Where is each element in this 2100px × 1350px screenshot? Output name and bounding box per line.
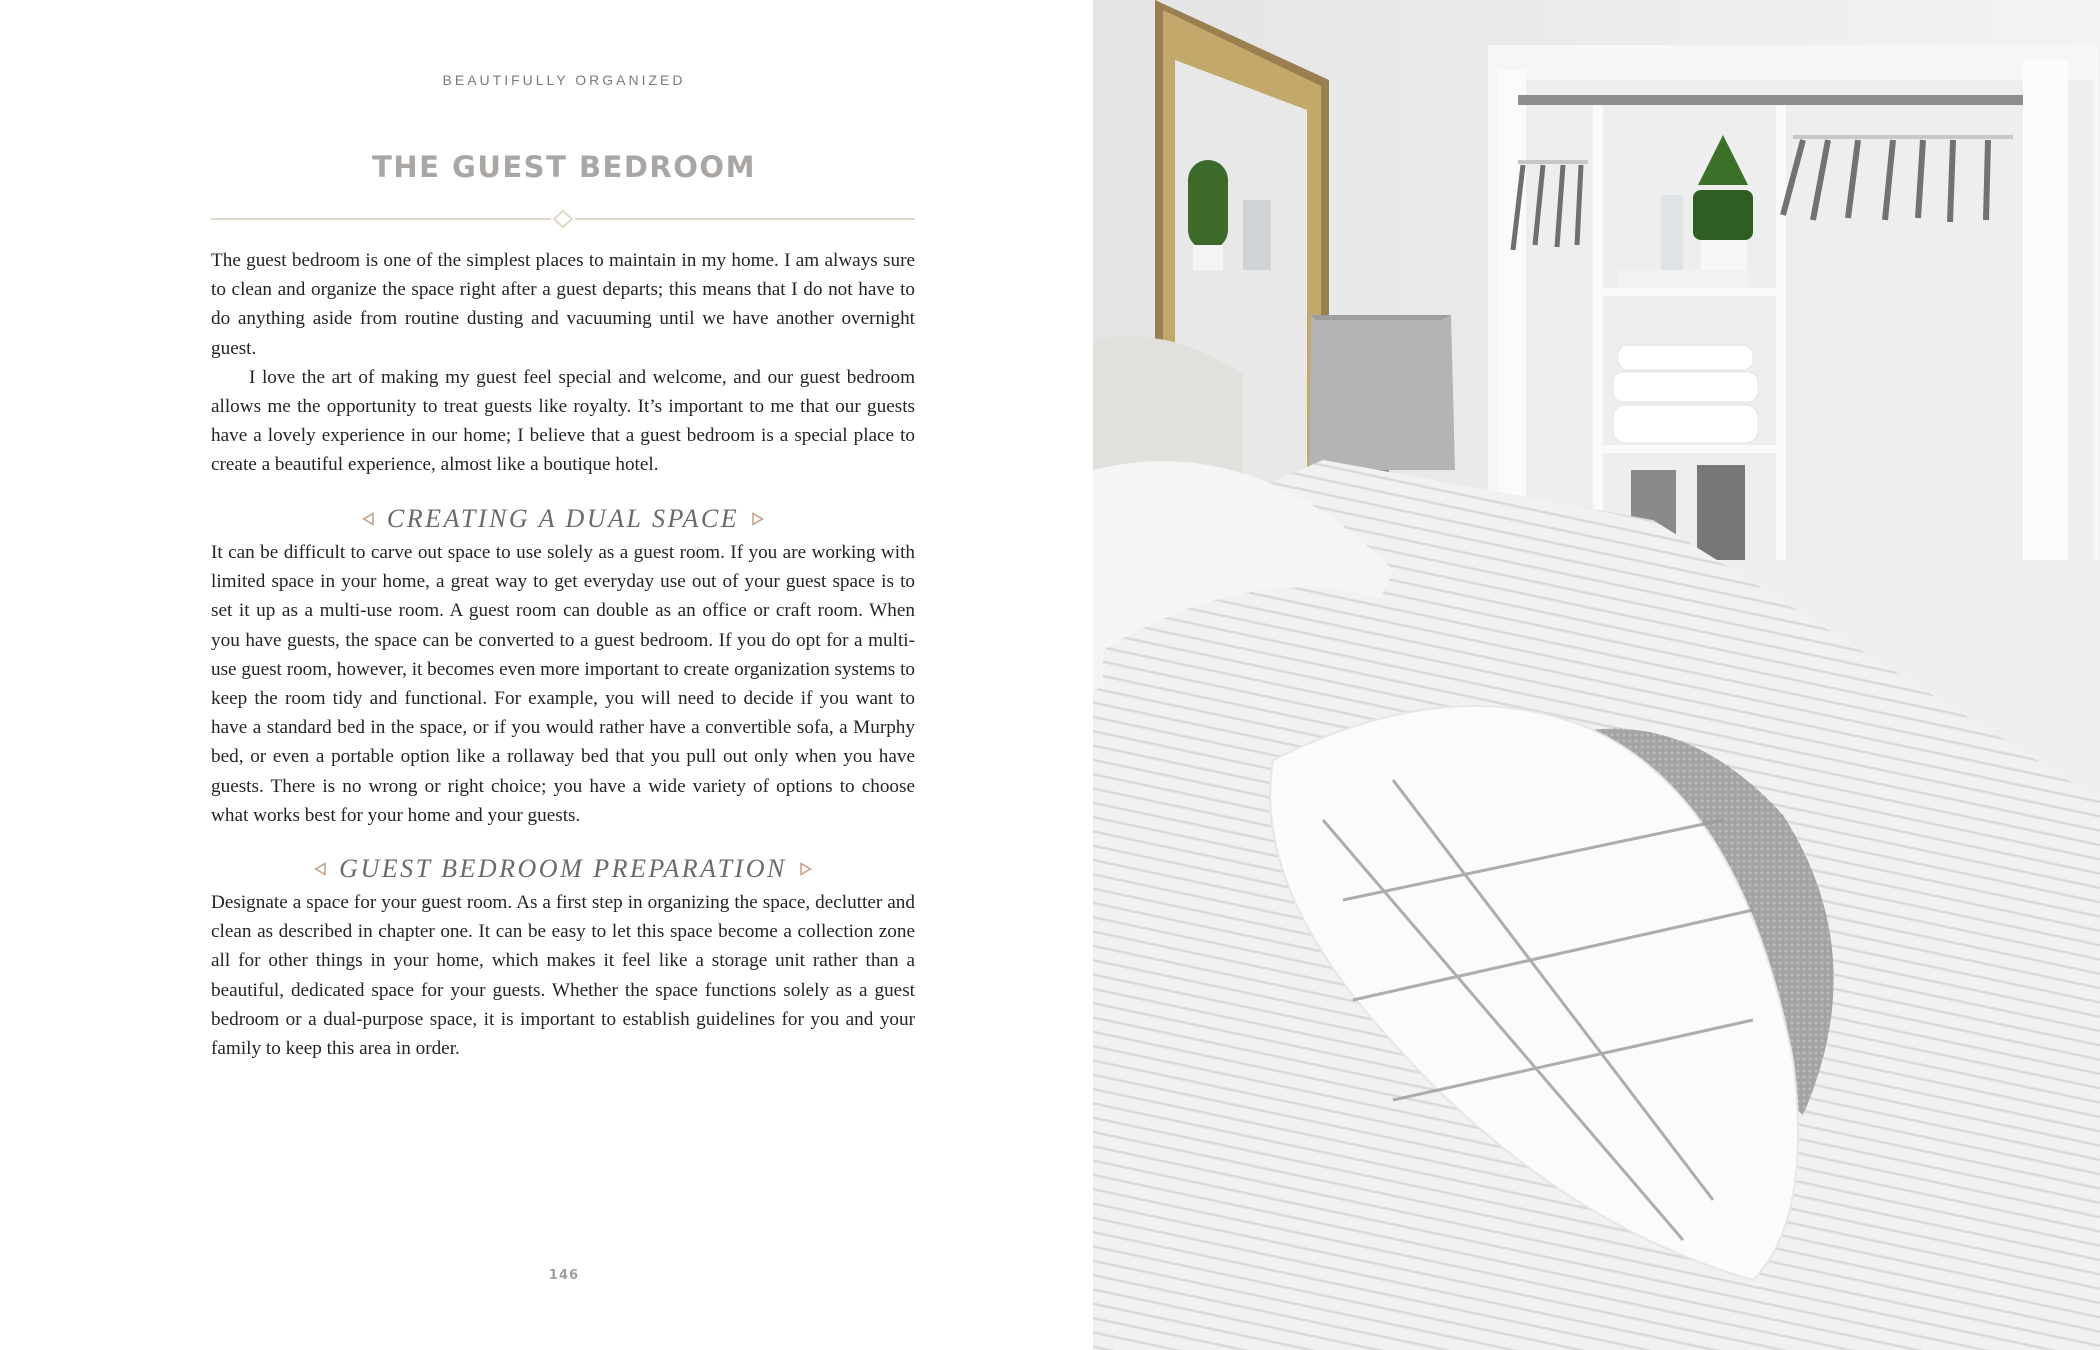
diamond-ornament-icon [554, 211, 572, 227]
page-number: 146 [548, 1268, 580, 1283]
chapter-title: THE GUEST BEDROOM [372, 150, 756, 184]
intro-paragraph-2: I love the art of making my guest feel special and welcome, and our guest bedroom allows me the opportunity to treat guests like royalty. It’s important to me that our guests have a lovely experience in our home; I believe that a guest bedroom is a special place to create a beautiful experience, almost like a boutique hotel. [211, 366, 915, 476]
section-heading-preparation [211, 854, 915, 884]
title-divider [211, 210, 915, 230]
section-body-dual-space [211, 538, 915, 830]
section-heading-dual-space-text: CREATING A DUAL SPACE [386, 504, 740, 533]
intro-paragraph-1: The guest bedroom is one of the simplest places to maintain in my home. I am always sure to clean and organize the space right after a guest departs; this means that I do not have to do anything aside from routine dusting and vacuuming until we have another overnight guest. [211, 250, 915, 359]
section-body-dual-space-paragraph: It can be difficult to carve out space to use solely as a guest room. If you are working with limited space in your home, a great way to get everyday use out of your guest space is to set it up as a multi-use room. A guest room can double as an office or craft room. When you have guests, the space can be converted to a guest bedroom. If you do opt for a multi-use guest room, however, it becomes even more important to create organization systems to keep the room tidy and functional. For example, you will need to decide if you want to have a standard bed in the space, or if you would rather have a convertible sofa, a Murphy bed, or even a portable option like a rollaway bed that you pull out only when you have guests. There is no wrong or right choice; you have a wide variety of options to choose what works best for your home and your guests. [211, 542, 915, 826]
section-body-preparation-paragraph: Designate a space for your guest room. As a first step in organizing the space, declutter and clean as described in chapter one. It can be easy to let this space become a collection zone all for other things in your home, which makes it feel like a storage unit rather than a beautiful, dedicated space for your guests. Whether the space functions solely as a guest bedroom or a dual-purpose space, it is important to establish guidelines for you and your family to keep this area in order. [211, 892, 915, 1060]
right-triangle-ornament-icon [799, 862, 812, 876]
section-heading-dual-space [211, 504, 915, 534]
section-heading-preparation-text: GUEST BEDROOM PREPARATION [339, 854, 787, 883]
section-body-preparation [211, 888, 915, 1063]
intro-text [211, 246, 915, 480]
right-triangle-ornament-icon [751, 512, 764, 526]
left-triangle-ornament-icon [362, 512, 375, 526]
left-triangle-ornament-icon [314, 862, 327, 876]
guest-bedroom-photo [1093, 0, 2100, 1350]
running-head: BEAUTIFULLY ORGANIZED [442, 72, 686, 88]
